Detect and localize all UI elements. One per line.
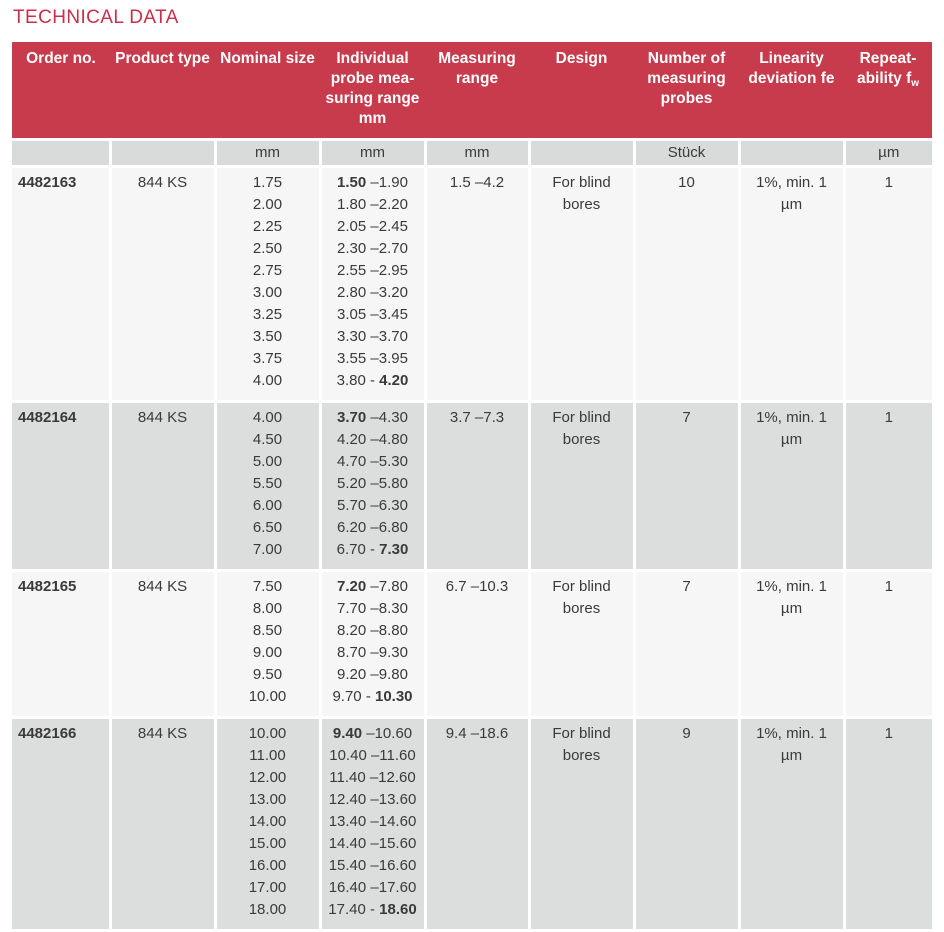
table-cell-line: 17.00 xyxy=(248,879,287,896)
table-cell-line: 18.00 xyxy=(248,901,287,918)
table-cell-line: 1%, min. 1 xyxy=(756,174,827,191)
cell-repeatability: 1 xyxy=(844,571,932,718)
cell-order-no: 4482163 xyxy=(12,167,110,402)
table-cell-line: 3.05 –3.45 xyxy=(337,306,408,323)
table-cell-line: 10.40 –11.60 xyxy=(329,747,416,764)
cell-measuring-range: 1.5 –4.2 xyxy=(425,167,529,402)
table-cell-line: 8.20 –8.80 xyxy=(337,622,408,639)
table-cell-line: 16.00 xyxy=(248,857,287,874)
table-cell-line: 15.40 –16.60 xyxy=(328,857,417,874)
header-line: measuring xyxy=(647,70,726,87)
table-cell-line: 2.75 xyxy=(252,262,283,279)
table-cell-line: 2.00 xyxy=(252,196,283,213)
table-cell-line: 6.50 xyxy=(252,519,283,536)
table-cell-line: 2.50 xyxy=(252,240,283,257)
table-cell-line: 13.00 xyxy=(248,791,287,808)
table-cell-line: For blind xyxy=(552,174,611,191)
technical-data-table xyxy=(12,42,932,929)
cell-measuring-range: 3.7 –7.3 xyxy=(425,402,529,571)
unit-cell-nominal-size: mm xyxy=(215,140,320,167)
table-cell-line: 3.30 –3.70 xyxy=(337,328,408,345)
table-cell-line: 5.70 –6.30 xyxy=(337,497,408,514)
table-cell-line: 3.25 xyxy=(252,306,283,323)
cell-repeatability: 1 xyxy=(844,167,932,402)
table-header-row xyxy=(12,42,932,140)
table-cell-line: 6.00 xyxy=(252,497,283,514)
table-cell-line: 9.50 xyxy=(252,666,283,683)
header-line: probe mea- xyxy=(330,70,415,87)
cell-order-no: 4482164 xyxy=(12,402,110,571)
table-row xyxy=(12,571,932,718)
header-line: Individual xyxy=(336,50,409,67)
header-line: Measuring xyxy=(438,50,516,67)
table-row xyxy=(12,402,932,571)
table-cell-line: 3.50 xyxy=(252,328,283,345)
table-cell-line: 2.55 –2.95 xyxy=(337,262,408,279)
cell-repeatability: 1 xyxy=(844,402,932,571)
table-cell-line: µm xyxy=(780,747,803,764)
unit-cell-measuring-range: mm xyxy=(425,140,529,167)
table-cell-line: 6.20 –6.80 xyxy=(337,519,408,536)
table-cell-line: 3.55 –3.95 xyxy=(337,350,408,367)
column-header-nominal-size xyxy=(215,42,320,140)
table-cell-line: 16.40 –17.60 xyxy=(328,879,417,896)
header-line: suring range xyxy=(325,90,420,107)
cell-num-probes: 7 xyxy=(634,571,739,718)
table-cell-line: µm xyxy=(780,600,803,617)
table-cell-line: For blind xyxy=(552,725,611,742)
unit-cell-num-probes: Stück xyxy=(634,140,739,167)
table-cell-line: 3.75 xyxy=(252,350,283,367)
table-cell-line: bores xyxy=(562,196,601,213)
cell-probe-ranges xyxy=(320,718,425,930)
table-row xyxy=(12,718,932,930)
cell-num-probes: 9 xyxy=(634,718,739,930)
table-cell-line: µm xyxy=(780,431,803,448)
table-cell-line: 1%, min. 1 xyxy=(756,409,827,426)
table-cell-line: bores xyxy=(562,747,601,764)
unit-cell-probe-range: mm xyxy=(320,140,425,167)
table-cell-line: 1.75 xyxy=(252,174,283,191)
header-line: deviation fe xyxy=(748,70,835,87)
table-cell-line: 1.50 –1.90 xyxy=(337,174,408,191)
table-cell-line: 3.00 xyxy=(252,284,283,301)
cell-nominal-sizes xyxy=(215,718,320,930)
cell-measuring-range: 6.7 –10.3 xyxy=(425,571,529,718)
unit-cell-product-type xyxy=(110,140,215,167)
table-cell-line: 7.70 –8.30 xyxy=(337,600,408,617)
table-cell-line: 10.00 xyxy=(248,725,287,742)
table-cell-line: 1%, min. 1 xyxy=(756,725,827,742)
cell-linearity xyxy=(739,571,844,718)
table-cell-line: 2.80 –3.20 xyxy=(337,284,408,301)
unit-cell-linearity xyxy=(739,140,844,167)
table-cell-line: 5.00 xyxy=(252,453,283,470)
table-cell-line: bores xyxy=(562,431,601,448)
table-cell-line: 1.80 –2.20 xyxy=(337,196,408,213)
column-header-repeatability xyxy=(844,42,932,140)
table-cell-line: 11.40 –12.60 xyxy=(329,769,416,786)
table-cell-line: 9.20 –9.80 xyxy=(337,666,408,683)
table-cell-line: 9.70 - 10.30 xyxy=(332,688,413,705)
cell-design xyxy=(529,571,634,718)
table-cell-line: 11.00 xyxy=(249,747,286,764)
header-line: Number of xyxy=(647,50,726,67)
table-units-row xyxy=(12,140,932,167)
table-cell-line: 2.30 –2.70 xyxy=(337,240,408,257)
cell-linearity xyxy=(739,402,844,571)
cell-design xyxy=(529,402,634,571)
page-title: TECHNICAL DATA xyxy=(13,7,179,28)
cell-probe-ranges xyxy=(320,402,425,571)
table-cell-line: 14.40 –15.60 xyxy=(328,835,417,852)
column-header-product-type xyxy=(110,42,215,140)
cell-probe-ranges xyxy=(320,571,425,718)
column-header-measuring-range xyxy=(425,42,529,140)
table-cell-line: µm xyxy=(780,196,803,213)
header-line: Repeat- xyxy=(859,50,917,67)
table-cell-line: 8.50 xyxy=(252,622,283,639)
table-cell-line: 4.00 xyxy=(252,372,283,389)
table-cell-line: 7.50 xyxy=(252,578,283,595)
unit-cell-order-no xyxy=(12,140,110,167)
cell-product-type: 844 KS xyxy=(110,571,215,718)
table-cell-line: 8.00 xyxy=(252,600,283,617)
cell-measuring-range: 9.4 –18.6 xyxy=(425,718,529,930)
cell-order-no: 4482165 xyxy=(12,571,110,718)
table-cell-line: 17.40 - 18.60 xyxy=(328,901,417,918)
table-cell-line: bores xyxy=(562,600,601,617)
column-header-design xyxy=(529,42,634,140)
table-cell-line: 15.00 xyxy=(248,835,287,852)
cell-design xyxy=(529,167,634,402)
cell-product-type: 844 KS xyxy=(110,718,215,930)
column-header-num-probes xyxy=(634,42,739,140)
table-cell-line: 9.00 xyxy=(252,644,283,661)
column-header-order-no xyxy=(12,42,110,140)
cell-nominal-sizes xyxy=(215,167,320,402)
table-cell-line: 9.40 –10.60 xyxy=(332,725,413,742)
cell-nominal-sizes xyxy=(215,402,320,571)
table-body xyxy=(12,167,932,930)
cell-linearity xyxy=(739,167,844,402)
cell-nominal-sizes xyxy=(215,571,320,718)
header-line: mm xyxy=(358,110,387,127)
cell-order-no: 4482166 xyxy=(12,718,110,930)
unit-cell-design xyxy=(529,140,634,167)
unit-cell-repeatability: µm xyxy=(844,140,932,167)
table-cell-line: For blind xyxy=(552,578,611,595)
header-line: Order no. xyxy=(26,50,96,67)
table-cell-line: 3.80 - 4.20 xyxy=(336,372,409,389)
table-cell-line: 13.40 –14.60 xyxy=(328,813,417,830)
header-line: Nominal size xyxy=(220,50,315,67)
table-cell-line: 5.50 xyxy=(252,475,283,492)
header-line: Design xyxy=(555,50,608,67)
cell-num-probes: 7 xyxy=(634,402,739,571)
table-cell-line: 12.00 xyxy=(248,769,287,786)
cell-product-type: 844 KS xyxy=(110,402,215,571)
cell-linearity xyxy=(739,718,844,930)
table-cell-line: 4.20 –4.80 xyxy=(337,431,408,448)
header-line: Linearity xyxy=(759,50,824,67)
table-cell-line: 1%, min. 1 xyxy=(756,578,827,595)
header-line: probes xyxy=(660,90,713,107)
table-cell-line: 10.00 xyxy=(248,688,287,705)
table-cell-line: 2.05 –2.45 xyxy=(337,218,408,235)
table-cell-line: 6.70 - 7.30 xyxy=(336,541,409,558)
header-line: Product type xyxy=(115,50,210,67)
table-cell-line: 7.00 xyxy=(252,541,283,558)
cell-repeatability: 1 xyxy=(844,718,932,930)
cell-probe-ranges xyxy=(320,167,425,402)
table-cell-line: 4.00 xyxy=(252,409,283,426)
table-cell-line: 14.00 xyxy=(248,813,287,830)
cell-product-type: 844 KS xyxy=(110,167,215,402)
table-cell-line: 4.70 –5.30 xyxy=(337,453,408,470)
table-cell-line: 3.70 –4.30 xyxy=(337,409,408,426)
table-cell-line: 8.70 –9.30 xyxy=(337,644,408,661)
header-line: range xyxy=(455,70,499,87)
table-cell-line: 4.50 xyxy=(252,431,283,448)
table-cell-line: 12.40 –13.60 xyxy=(328,791,417,808)
header-line: ability $f_w$ xyxy=(856,70,920,89)
table-cell-line: 7.20 –7.80 xyxy=(337,578,408,595)
table-cell-line: 5.20 –5.80 xyxy=(337,475,408,492)
cell-num-probes: 10 xyxy=(634,167,739,402)
column-header-probe-range xyxy=(320,42,425,140)
table-cell-line: For blind xyxy=(552,409,611,426)
table-row xyxy=(12,167,932,402)
table-cell-line: 2.25 xyxy=(252,218,283,235)
cell-design xyxy=(529,718,634,930)
column-header-linearity xyxy=(739,42,844,140)
